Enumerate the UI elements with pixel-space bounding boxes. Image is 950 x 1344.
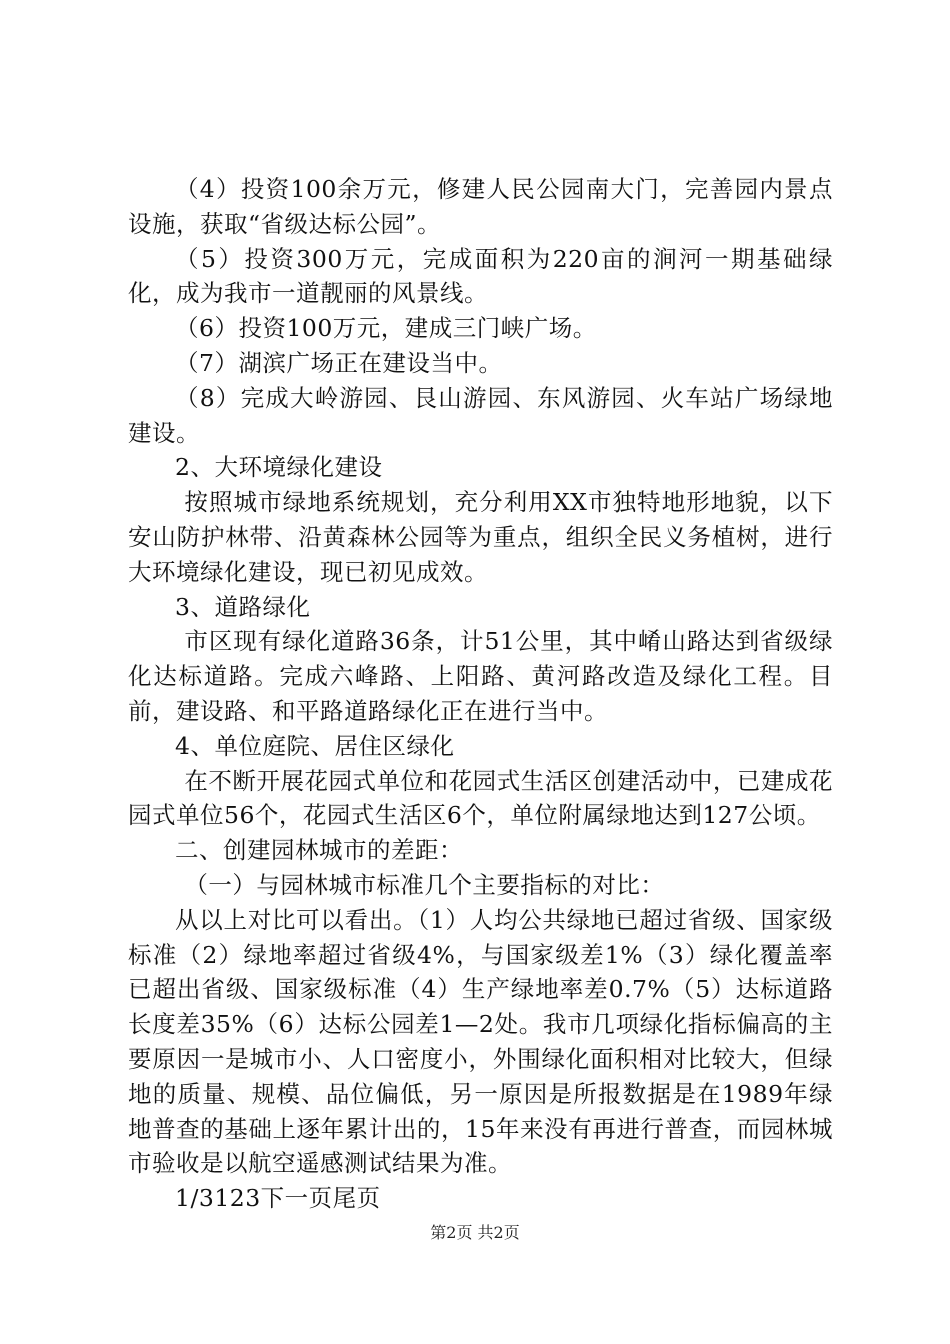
section-heading-courtyard-greening: 4、单位庭院、居住区绿化 [175, 731, 455, 760]
page-footer: 第2页 共2页 [430, 1223, 520, 1242]
paragraph-item-8: （8）完成大岭游园、艮山游园、东风游园、火车站广场绿地建设。 [128, 383, 833, 447]
section-heading-gap: 二、创建园林城市的差距： [175, 836, 463, 865]
paragraph-item-7: （7）湖滨广场正在建设当中。 [175, 348, 503, 377]
subsection-heading-indicator-comparison: （一）与园林城市标准几个主要指标的对比： [184, 870, 665, 899]
paragraph-comparison-analysis: 从以上对比可以看出。（1）人均公共绿地已超过省级、国家级标准（2）绿地率超过省级4%，与国家级差1%（3）绿化覆盖率已超出省级、国家级标准（4）生产绿地率差0.7%（5）达标道路长度差35%（6）达标公园差1—2处。我市几项绿化指标偏高的主要原因一是城市小、人口密度小，外围绿化面积相对比较大，但绿地的质量、规模、品位偏低，另一原因是所报数据是在1989年绿地普查的基础上逐年累计出的，15年来没有再进行普查，而园林城市验收是以航空遥感测试结果为准。 [128, 905, 833, 1178]
paragraph-courtyard-greening: 在不断开展花园式单位和花园式生活区创建活动中，已建成花园式单位56个，花园式生活区6个，单位附属绿地达到127公顷。 [128, 766, 833, 830]
paragraph-item-5: （5）投资300万元，完成面积为220亩的涧河一期基础绿化，成为我市一道靓丽的风景线。 [128, 244, 833, 308]
paragraph-item-6: （6）投资100万元，建成三门峡广场。 [175, 314, 597, 343]
section-heading-environment-greening: 2、大环境绿化建设 [175, 453, 383, 482]
section-heading-road-greening: 3、道路绿化 [175, 592, 311, 621]
paragraph-road-greening: 市区现有绿化道路36条，计51公里，其中崤山路达到省级绿化达标道路。完成六峰路、上阳路、黄河路改造及绿化工程。目前，建设路、和平路道路绿化正在进行当中。 [128, 627, 833, 725]
document-body [128, 172, 833, 1216]
pagination-text: 1/3123下一页尾页 [175, 1184, 381, 1213]
paragraph-item-4: （4）投资100余万元，修建人民公园南大门，完善园内景点设施，获取“省级达标公园”。 [128, 175, 833, 238]
paragraph-environment-greening: 按照城市绿地系统规划，充分利用XX市独特地形地貌，以下安山防护林带、沿黄森林公园等为重点，组织全民义务植树，进行大环境绿化建设，现已初见成效。 [128, 488, 833, 586]
